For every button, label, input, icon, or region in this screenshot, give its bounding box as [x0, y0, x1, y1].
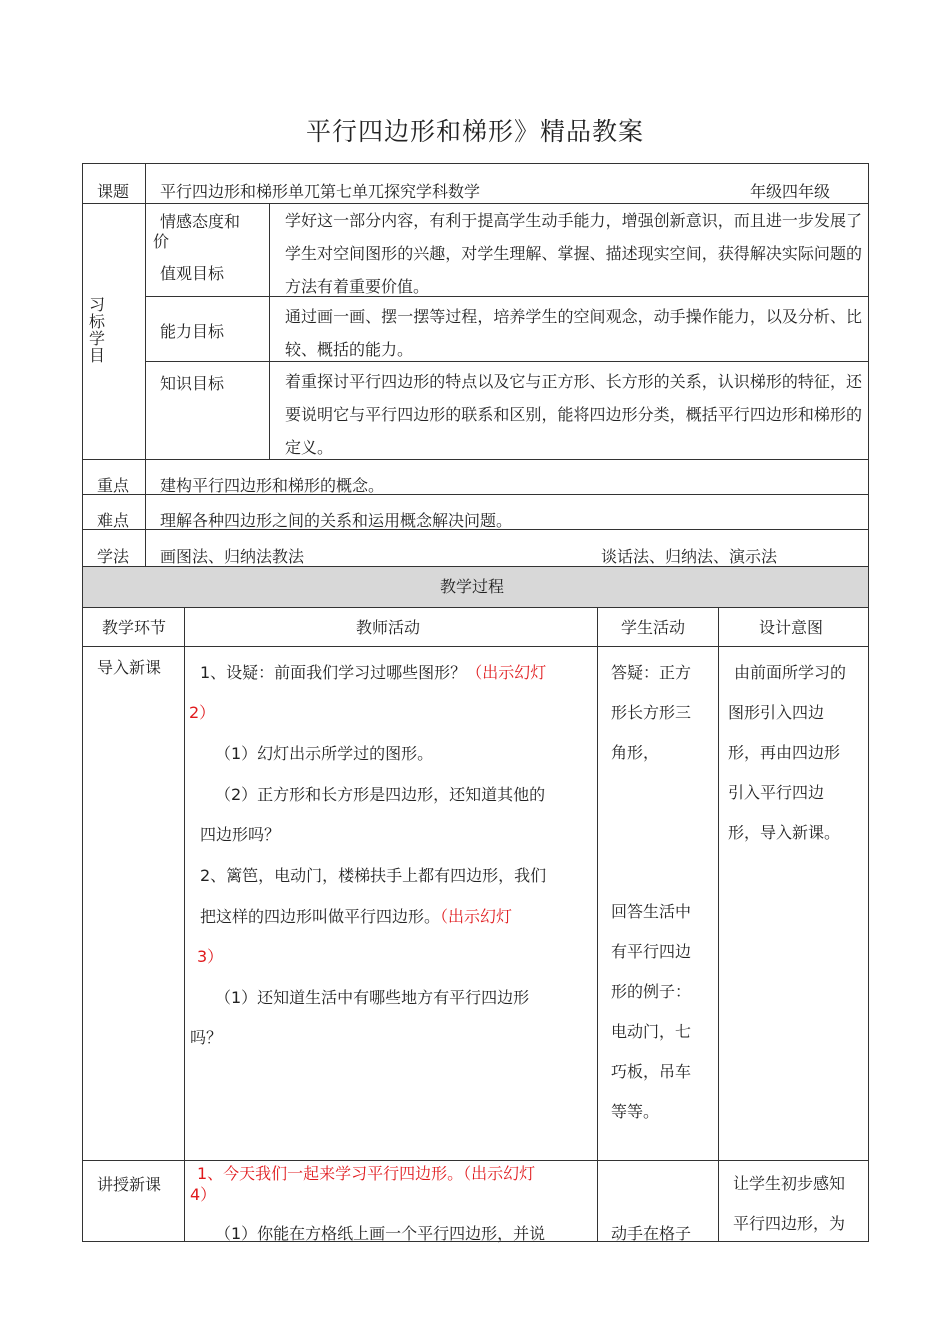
goal-name-divider: [269, 203, 270, 460]
goal-text-ability: 通过画一画、摆一摆等过程，培养学生的空间观念，动手操作能力，以及分析、比较、概括的能力。: [285, 307, 862, 359]
student-line: 答疑：正方: [611, 663, 692, 682]
table-border-right: [868, 163, 869, 1242]
teacher-line-text: 1、设疑：前面我们学习过哪些图形？: [200, 663, 467, 682]
teacher-line: [200, 907, 512, 927]
intent-line: 引入平行四边: [728, 783, 825, 802]
key-point-label: 重点: [97, 476, 130, 495]
student-line: 形的例子：: [611, 982, 692, 1001]
key-point-text: 建构平行四边形和梯形的概念。: [160, 476, 385, 495]
label-divider: [145, 163, 146, 567]
slide-note: 3）: [197, 947, 224, 966]
intent-line: 图形引入四边: [728, 703, 825, 722]
teacher-line: 2、篱笆，电动门，楼梯扶手上都有四边形，我们: [200, 866, 547, 885]
column-header-student: 学生活动: [621, 618, 686, 637]
slide-note: 4）: [190, 1185, 217, 1204]
student-activity-intro-a: [611, 653, 691, 773]
student-line: 电动门，七: [611, 1022, 692, 1041]
col-divider: [718, 607, 719, 1242]
col-divider: [184, 607, 185, 1242]
goal-name-emotion-l1: 情感态度和: [160, 212, 241, 231]
teacher-line: （1）你能在方格纸上画一个平行四边形，并说: [215, 1224, 546, 1243]
teacher-line: [200, 663, 546, 683]
learning-method-text: 画图法、归纳法教法: [160, 547, 305, 566]
process-title: 教学过程: [440, 577, 505, 596]
student-line: 形长方形三: [611, 703, 692, 722]
intent-line: 平行四边形，为: [733, 1214, 846, 1233]
band-bottom: [82, 607, 869, 608]
student-line: 动手在格子: [611, 1224, 692, 1243]
column-header-intent: 设计意图: [759, 618, 824, 637]
student-line: 角形，: [611, 743, 660, 762]
intent-line: 形，导入新课。: [728, 823, 841, 842]
design-intent-new: [733, 1164, 845, 1244]
topic-content: 平行四边形和梯形单兀第七单兀探究学科数学: [160, 182, 481, 201]
goal-text-knowledge: 着重探讨平行四边形的特点以及它与正方形、长方形的关系，认识梯形的特征，还要说明它与平行四边形的联系和区别，能将四边形分类，概括平行四边形和梯形的定义。: [285, 372, 862, 457]
goals-label: 习标学目: [88, 295, 105, 365]
goal-name-emotion-l2: 价: [153, 232, 170, 251]
intent-line: 形，再由四边形: [728, 743, 841, 762]
column-header-teacher: 教师活动: [356, 618, 421, 637]
grade-label: 年级四年级: [750, 182, 831, 201]
teacher-line-text: 把这样的四边形叫做平行四边形。: [200, 907, 441, 926]
stage-new-lesson: 讲授新课: [97, 1175, 162, 1194]
slide-note: 1、今天我们一起来学习平行四边形。（出示幻灯: [197, 1164, 536, 1183]
goal-name-knowledge: 知识目标: [160, 374, 225, 393]
slide-note: （出示幻灯: [440, 907, 513, 926]
teacher-line: 四边形吗？: [200, 825, 281, 844]
student-line: 等等。: [611, 1102, 660, 1121]
stage-intro: 导入新课: [97, 658, 162, 677]
difficult-point-text: 理解各种四边形之间的关系和运用概念解决问题。: [160, 511, 513, 530]
student-line: 有平行四边: [611, 942, 692, 961]
table-border-top: [82, 163, 869, 164]
student-line: 回答生活中: [611, 902, 692, 921]
teacher-line: （2）正方形和长方形是四边形，还知道其他的: [215, 785, 546, 804]
difficult-point-label: 难点: [97, 511, 130, 530]
design-intent-intro: [728, 653, 846, 853]
header-row-bottom: [82, 646, 869, 647]
col-divider: [597, 607, 598, 1242]
student-activity-intro-b: [611, 892, 691, 1132]
goal-name-emotion-l3: 值观目标: [160, 264, 225, 283]
goal-text-emotion: 学好这一部分内容，有利于提高学生动手能力，增强创新意识，而且进一步发展了学生对空间图形的兴趣，对学生理解、掌握、描述现实空间，获得解决实际问题的方法有着重要价值。: [285, 211, 862, 296]
teaching-method-text: 谈话法、归纳法、演示法: [601, 547, 778, 566]
document-title: 平行四边形和梯形》精品教案: [305, 117, 644, 146]
intent-line: 让学生初步感知: [733, 1174, 846, 1193]
slide-note: 2）: [189, 703, 216, 722]
topic-label: 课题: [97, 182, 130, 201]
teacher-line: 吗？: [190, 1028, 223, 1047]
teacher-line: （1）还知道生活中有哪些地方有平行四边形: [215, 988, 530, 1007]
column-header-stage: 教学环节: [102, 618, 167, 637]
slide-note: （出示幻灯: [466, 663, 547, 682]
goal-name-ability: 能力目标: [160, 322, 225, 341]
intent-line: 由前面所学习的: [734, 663, 847, 682]
student-line: 巧板，吊车: [611, 1062, 692, 1081]
teacher-line: （1）幻灯出示所学过的图形。: [215, 744, 434, 763]
method-label: 学法: [97, 547, 130, 566]
table-border-left: [82, 163, 83, 1242]
row-divider: [82, 1160, 869, 1161]
